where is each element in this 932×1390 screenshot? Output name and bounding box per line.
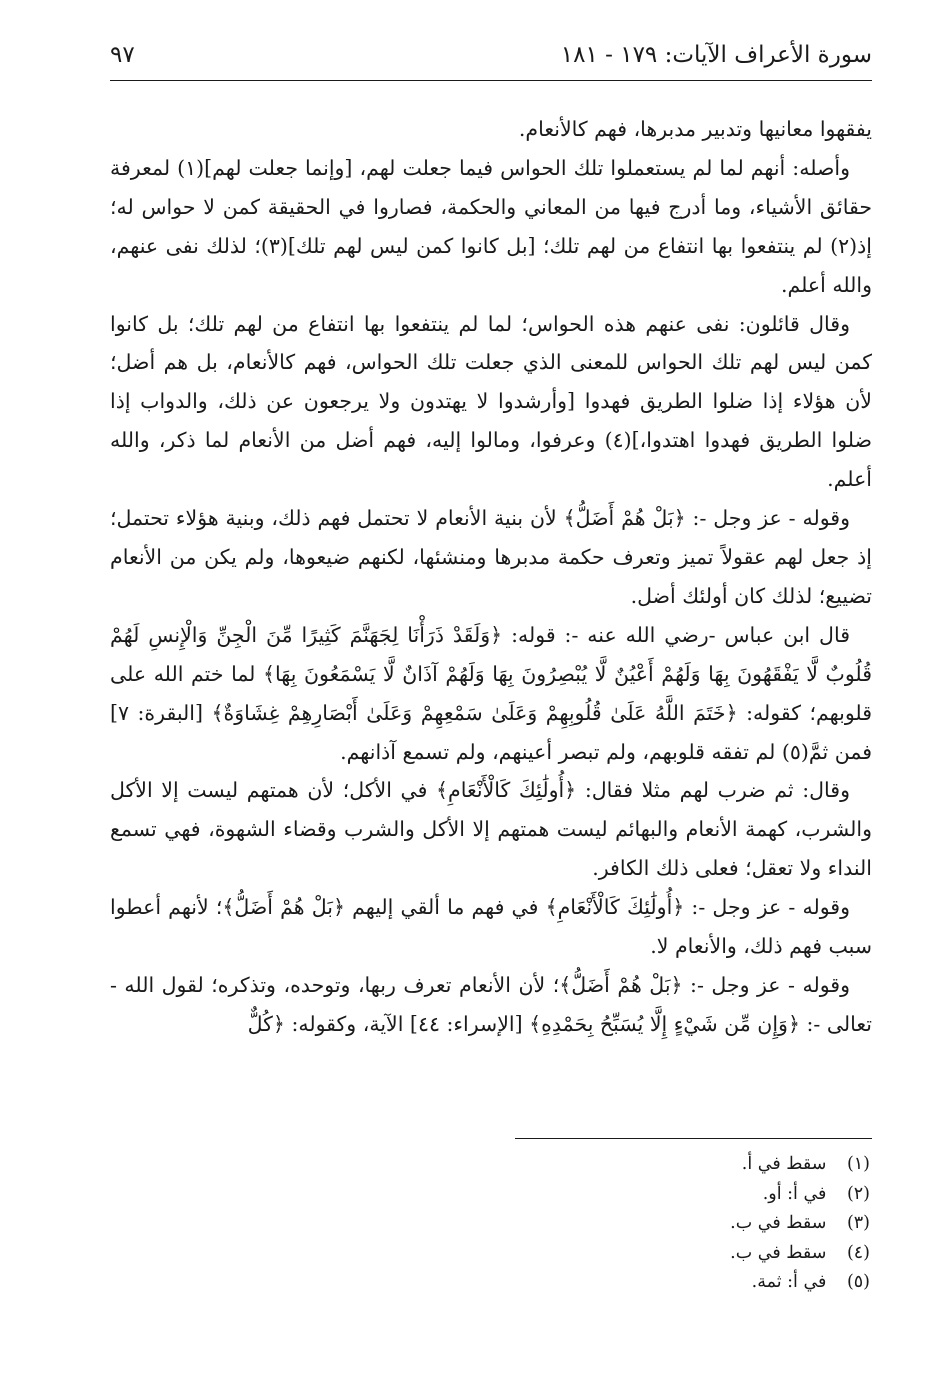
footnote-text: في أ: أو. — [762, 1183, 827, 1204]
footnote-number: (٢) — [846, 1183, 870, 1204]
footnote-number: (٤) — [846, 1242, 870, 1263]
footnote-divider — [515, 1138, 872, 1139]
paragraph: وأصله: أنهم لما لم يستعملوا تلك الحواس فيما جعلت لهم، [وإنما جعلت لهم](١) لمعرفة حقائق الأشياء، وما أدرج فيها من المعاني والحكمة، فصاروا في الحقيقة كمن لا حواس له؛ إذ(٢) لم ينتفعوا بها انتفاع من لهم تلك؛ [بل كانوا كمن ليس لهم تلك](٣)؛ لذلك نفى عنهم، والله أعلم. — [110, 155, 872, 297]
paragraph: قال ابن عباس -رضي الله عنه -: قوله: ﴿وَلَقَدْ ذَرَأْنَا لِجَهَنَّمَ كَثِيرًا مِّنَ الْجِنِّ وَالْإِنسِ لَهُمْ قُلُوبٌ لَّا يَفْقَهُونَ بِهَا وَلَهُمْ أَعْيُنٌ لَّا يُبْصِرُونَ بِهَا وَلَهُمْ آذَانٌ لَّا يَسْمَعُونَ بِهَا﴾ لما ختم الله على قلوبهم؛ كقوله: ﴿خَتَمَ اللَّهُ عَلَىٰ قُلُوبِهِمْ وَعَلَىٰ سَمْعِهِمْ وَعَلَىٰ أَبْصَارِهِمْ غِشَاوَةٌ﴾ [البقرة: ٧] فمن ثمَّ(٥) لم تفقه قلوبهم، ولم تبصر أعينهم، ولم تسمع آذانهم. — [110, 622, 872, 764]
footnote — [470, 1180, 870, 1210]
footnote — [470, 1209, 870, 1239]
footnote-text: سقط في ب. — [730, 1213, 827, 1233]
footnotes — [470, 1150, 870, 1298]
footnote — [470, 1268, 870, 1298]
paragraph: وقال: ثم ضرب لهم مثلا فقال: ﴿أُولَٰئِكَ كَالْأَنْعَامِ﴾ في الأكل؛ لأن همتهم ليست إلا الأكل والشرب، كهمة الأنعام والبهائم ليست همتهم إلا الأكل والشرب وقضاء الشهوة، فهي تسمع النداء ولا تعقل؛ فعلى ذلك الكافر. — [110, 778, 872, 881]
paragraph: وقوله - عز وجل -: ﴿بَلْ هُمْ أَضَلُّ﴾؛ لأن الأنعام تعرف ربها، وتوحده، وتذكره؛ لقول الله - تعالى -: ﴿وَإِن مِّن شَيْءٍ إِلَّا يُسَبِّحُ بِحَمْدِهِ﴾ [الإسراء: ٤٤] الآية، وكقوله: ﴿كُلٌّ — [110, 972, 872, 1036]
footnote-text: سقط في ب. — [730, 1242, 827, 1263]
footnote-text: سقط في أ. — [741, 1154, 827, 1174]
footnote-number: (١) — [846, 1154, 870, 1174]
main-text — [110, 110, 872, 1044]
running-title: سورة الأعراف الآيات: ١٧٩ - ١٨١ — [560, 42, 872, 68]
footnote-text: في أ: ثمة. — [751, 1272, 827, 1292]
paragraph: يفقهوا معانيها وتدبير مدبرها، فهم كالأنعام. — [518, 117, 872, 141]
header-divider — [110, 80, 872, 81]
paragraph: وقوله - عز وجل -: ﴿بَلْ هُمْ أَضَلُّ﴾ لأن بنية الأنعام لا تحتمل فهم ذلك، وبنية هؤلاء تحتمل؛ إذ جعل لهم عقولاً تميز وتعرف حكمة مدبرها ومنشئها، لكنهم ضيعوها، ولم يكن من الأنعام تضييع؛ لذلك كان أولئك أضل. — [110, 506, 872, 608]
page-header — [110, 38, 872, 78]
footnote — [470, 1239, 870, 1269]
footnote-number: (٥) — [846, 1272, 870, 1292]
paragraph: وقال قائلون: نفى عنهم هذه الحواس؛ لما لم ينتفعوا بها انتفاع من لهم تلك؛ بل كانوا كمن ليس لهم تلك الحواس للمعنى الذي جعلت تلك الحواس، فهم كالأنعام، بل هم أضل؛ لأن هؤلاء إذا ضلوا الطريق فهدوا [وأرشدوا لا يهتدون ولا يرجعون عن ذلك، والدواب إذا ضلوا الطريق فهدوا اهتدوا،](٤) وعرفوا، ومالوا إليه، فهم أضل من الأنعام لما ذكر، والله أعلم. — [110, 311, 872, 492]
page-number: ٩٧ — [110, 42, 135, 68]
footnote-number: (٣) — [846, 1213, 870, 1233]
footnote — [470, 1150, 870, 1180]
paragraph: وقوله - عز وجل -: ﴿أُولَٰئِكَ كَالْأَنْعَامِ﴾ في فهم ما ألقي إليهم ﴿بَلْ هُمْ أَضَلُّ﴾؛ لأنهم أعطوا سبب فهم ذلك، والأنعام لا. — [110, 895, 872, 959]
